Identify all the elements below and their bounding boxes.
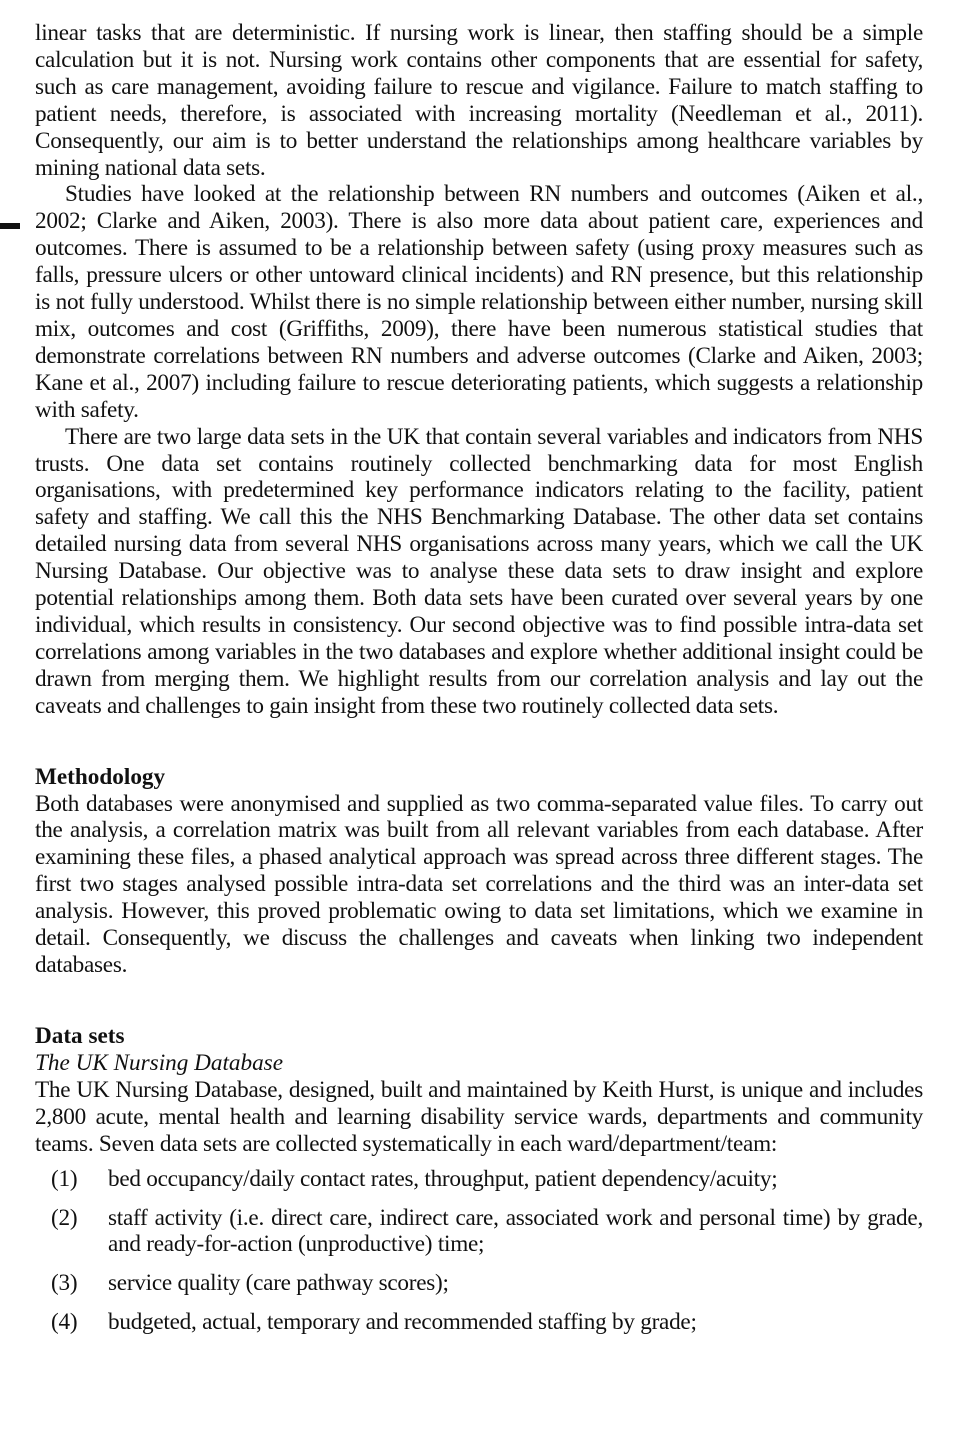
uk-nursing-database-subheading: The UK Nursing Database xyxy=(35,1049,283,1076)
list-item-text: staff activity (i.e. direct care, indirect care, associated work and personal time) by grade, and ready-for-action (unproductive) time; xyxy=(108,1204,923,1258)
list-item xyxy=(35,1270,923,1297)
list-item xyxy=(35,1205,923,1259)
margin-change-bar xyxy=(0,223,20,229)
list-item-text: service quality (care pathway scores); xyxy=(108,1270,449,1297)
list-item-number: (2) xyxy=(51,1204,78,1231)
list-item-text: bed occupancy/daily contact rates, throughput, patient dependency/acuity; xyxy=(108,1165,778,1192)
paragraph-datasets-overview: There are two large data sets in the UK that contain several variables and indicators from NHS trusts. One data set contains routinely collected benchmarking data for most English organisations, with predetermined key performance indicators relating to the facility, patient safety and staffing. We call this the NHS Benchmarking Database. The other data set contains detailed nursing data from several NHS organisations across many years, which we call the UK Nursing Database. Our objective was to analyse these data sets to draw insight and explore potential relationships among them. Both data sets have been curated over several years by one individual, which results in consistency. Our second objective was to find possible intra-data set correlations among variables in the two databases and explore whether additional insight could be drawn from merging them. We highlight results from our correlation analysis and lay out the caveats and challenges to gain insight from these two routinely collected data sets. xyxy=(35,423,923,719)
data-set-list xyxy=(35,1166,923,1337)
section-spacer xyxy=(35,979,923,1023)
list-item-number: (3) xyxy=(51,1270,78,1297)
page-body xyxy=(35,20,923,1348)
data-sets-heading: Data sets xyxy=(35,1022,125,1049)
list-item xyxy=(35,1309,923,1336)
list-item-text: budgeted, actual, temporary and recommended staffing by grade; xyxy=(108,1309,697,1336)
methodology-paragraph: Both databases were anonymised and supplied as two comma-separated value files. To carry out the analysis, a correlation matrix was built from all relevant variables from each database. After examining these files, a phased analytical approach was spread across three different stages. The first two stages analysed possible intra-data set correlations and the third was an inter-data set analysis. However, this proved problematic owing to data set limitations, which we examine in detail. Consequently, we discuss the challenges and caveats when linking two independent databases. xyxy=(35,790,923,978)
data-sets-paragraph: The UK Nursing Database, designed, built and maintained by Keith Hurst, is unique and includes 2,800 acute, mental health and learning disability service wards, departments and community teams. Seven data sets are collected systematically in each ward/department/team: xyxy=(35,1076,923,1157)
section-spacer xyxy=(35,720,923,764)
list-item xyxy=(35,1166,923,1193)
list-item-number: (1) xyxy=(51,1165,78,1192)
methodology-heading: Methodology xyxy=(35,763,166,790)
paragraph-intro: linear tasks that are deterministic. If nursing work is linear, then staffing should be a simple calculation but it is not. Nursing work contains other components that are essential for safety, such as care management, avoiding failure to rescue and vigilance. Failure to match staffing to patient needs, therefore, is associated with increasing mortality (Needleman et al., 2011). Consequently, our aim is to better understand the relationships among healthcare variables by mining national data sets. xyxy=(35,20,923,181)
paragraph-studies: Studies have looked at the relationship between RN numbers and outcomes (Aiken et al., 2002; Clarke and Aiken, 2003). There is also more data about patient care, experiences and outcomes. There is assumed to be a relationship between safety (using proxy measures such as falls, pressure ulcers or other untoward clinical incidents) and RN presence, but this relationship is not fully understood. Whilst there is no simple relationship between either number, nursing skill mix, outcomes and cost (Griffiths, 2009), there have been numerous statistical studies that demonstrate correlations between RN numbers and adverse outcomes (Clarke and Aiken, 2003; Kane et al., 2007) including failure to rescue deteriorating patients, which suggests a relationship with safety. xyxy=(35,181,923,423)
list-item-number: (4) xyxy=(51,1309,78,1336)
